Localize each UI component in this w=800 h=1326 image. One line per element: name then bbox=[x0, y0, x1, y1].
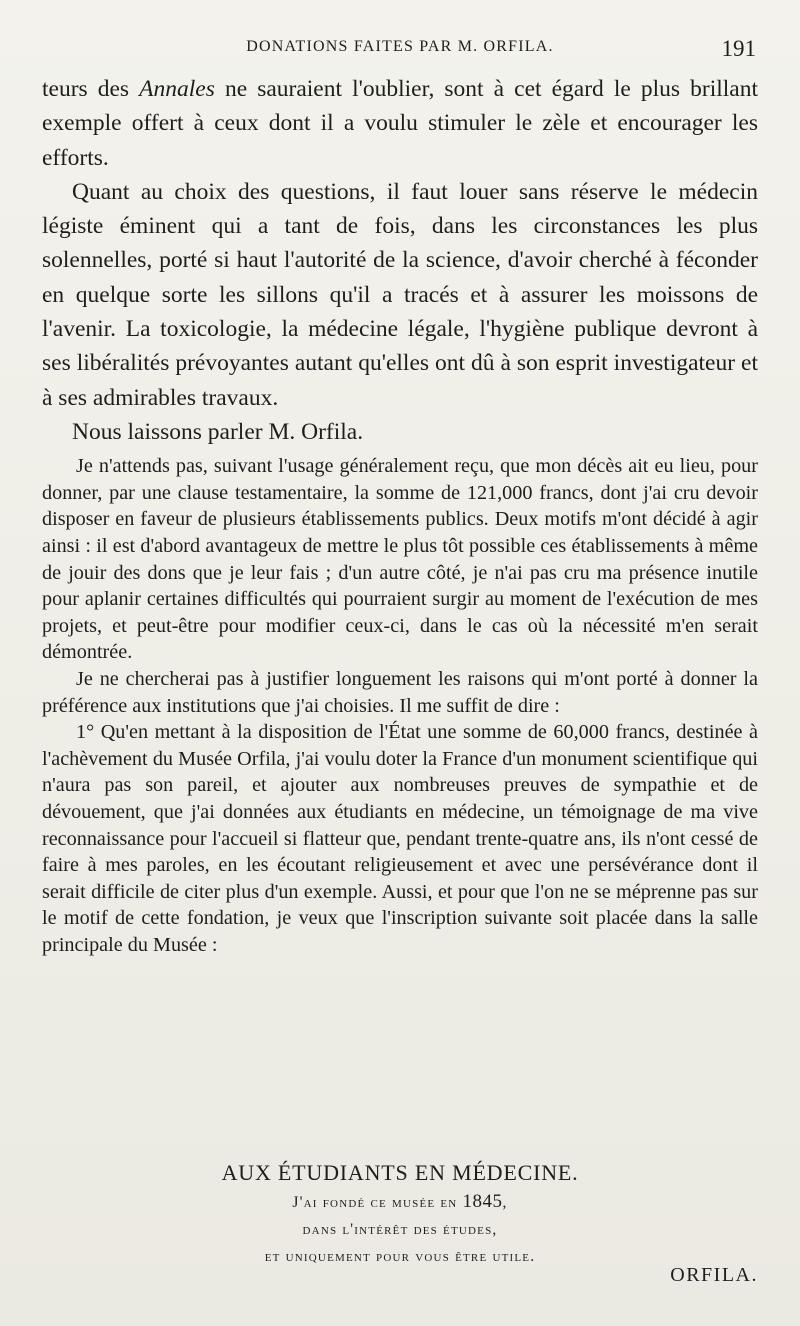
paragraph-text: ne sauraient l'oublier, sont à cet égard le plus brillant exemple offert à ceux dont il a voulu stimuler le zèle et encourager les efforts. bbox=[42, 76, 759, 171]
quote-paragraph-donation: Je n'attends pas, suivant l'usage généralement reçu, que mon décès ait eu lieu, pour donner, par une clause testamentaire, la somme de 121,000 francs, dont j'ai cru devoir disposer en faveur de plusieurs établissements publics. Deux motifs m'ont décidé à agir ainsi : il est d'abord avantageux de mettre le plus tôt possible ces établissements à même de jouir des dons que je leur fais ; d'un autre côté, je n'ai pas cru ma présence inutile pour aplanir certaines difficultés qui pourraient surgir au moment de l'exécution de mes projets, et peut-être pour modifier ceux-ci, dans le cas où la nécessité m'en serait démontrée. bbox=[42, 455, 758, 664]
signature: ORFILA. bbox=[670, 1264, 758, 1286]
quote-paragraph-museum: 1° Qu'en mettant à la disposition de l'État une somme de 60,000 francs, destinée à l'achèvement du Musée Orfila, j'ai voulu doter la France d'un monument scientifique qui n'aura pas son pareil, et ajouter aux nombreuses preuves de sympathie et de dévouement, que j'ai données aux étudiants en médecine, un témoignage de ma vive reconnaissance pour l'accueil si flatteur que, pendant trente-quatre ans, ils n'ont cessé de faire à mes paroles, en les écoutant religieusement et avec une persévérance dont il serait difficile de citer plus d'un exemple. Aussi, et pour que l'on ne se méprenne pas sur le motif de cette fondation, je veux que l'inscription suivante soit placée dans la salle principale du Musée : bbox=[42, 721, 758, 956]
inscription-heading: AUX ÉTUDIANTS EN MÉDECINE. bbox=[221, 1160, 579, 1185]
running-title: DONATIONS FAITES PAR M. ORFILA. bbox=[246, 38, 554, 55]
inscription-line-4: et uniquement pour vous être utile. bbox=[264, 1248, 536, 1265]
body-text bbox=[42, 72, 758, 959]
paragraph-continuation bbox=[42, 72, 758, 175]
inscription-text: J'ai fondé ce musée en bbox=[292, 1194, 463, 1211]
inscription-punct: , bbox=[502, 1194, 508, 1211]
inscription-year: 1845 bbox=[462, 1191, 503, 1212]
paragraph-questions: Quant au choix des questions, il faut louer sans réserve le médecin légiste éminent qui a tant de fois, dans les circonstances les plus solennelles, porté si haut l'autorité de la science, d'avoir cherché à féconder en quelque sorte les sillons qu'il a tracés et à assurer les moissons de l'avenir. La toxicologie, la médecine légale, l'hygiène publique devront à ses libéralités prévoyantes autant qu'elles ont dû à son esprit investigateur et à ses admirables travaux. bbox=[42, 178, 758, 411]
paragraph-text: teurs des bbox=[42, 76, 140, 102]
museum-inscription bbox=[42, 1158, 758, 1270]
paragraph-intro-quote: Nous laissons parler M. Orfila. bbox=[72, 418, 364, 445]
page-header bbox=[40, 36, 760, 62]
inscription-line-2 bbox=[42, 1188, 758, 1216]
inscription-line-3: dans l'intérêt des études, bbox=[302, 1221, 498, 1238]
quote-paragraph-reasons: Je ne chercherai pas à justifier longuement les raisons qui m'ont porté à donner la préférence aux institutions que j'ai choisies. Il me suffit de dire : bbox=[42, 668, 758, 717]
journal-title: Annales bbox=[139, 76, 215, 102]
page-number: 191 bbox=[721, 36, 756, 61]
